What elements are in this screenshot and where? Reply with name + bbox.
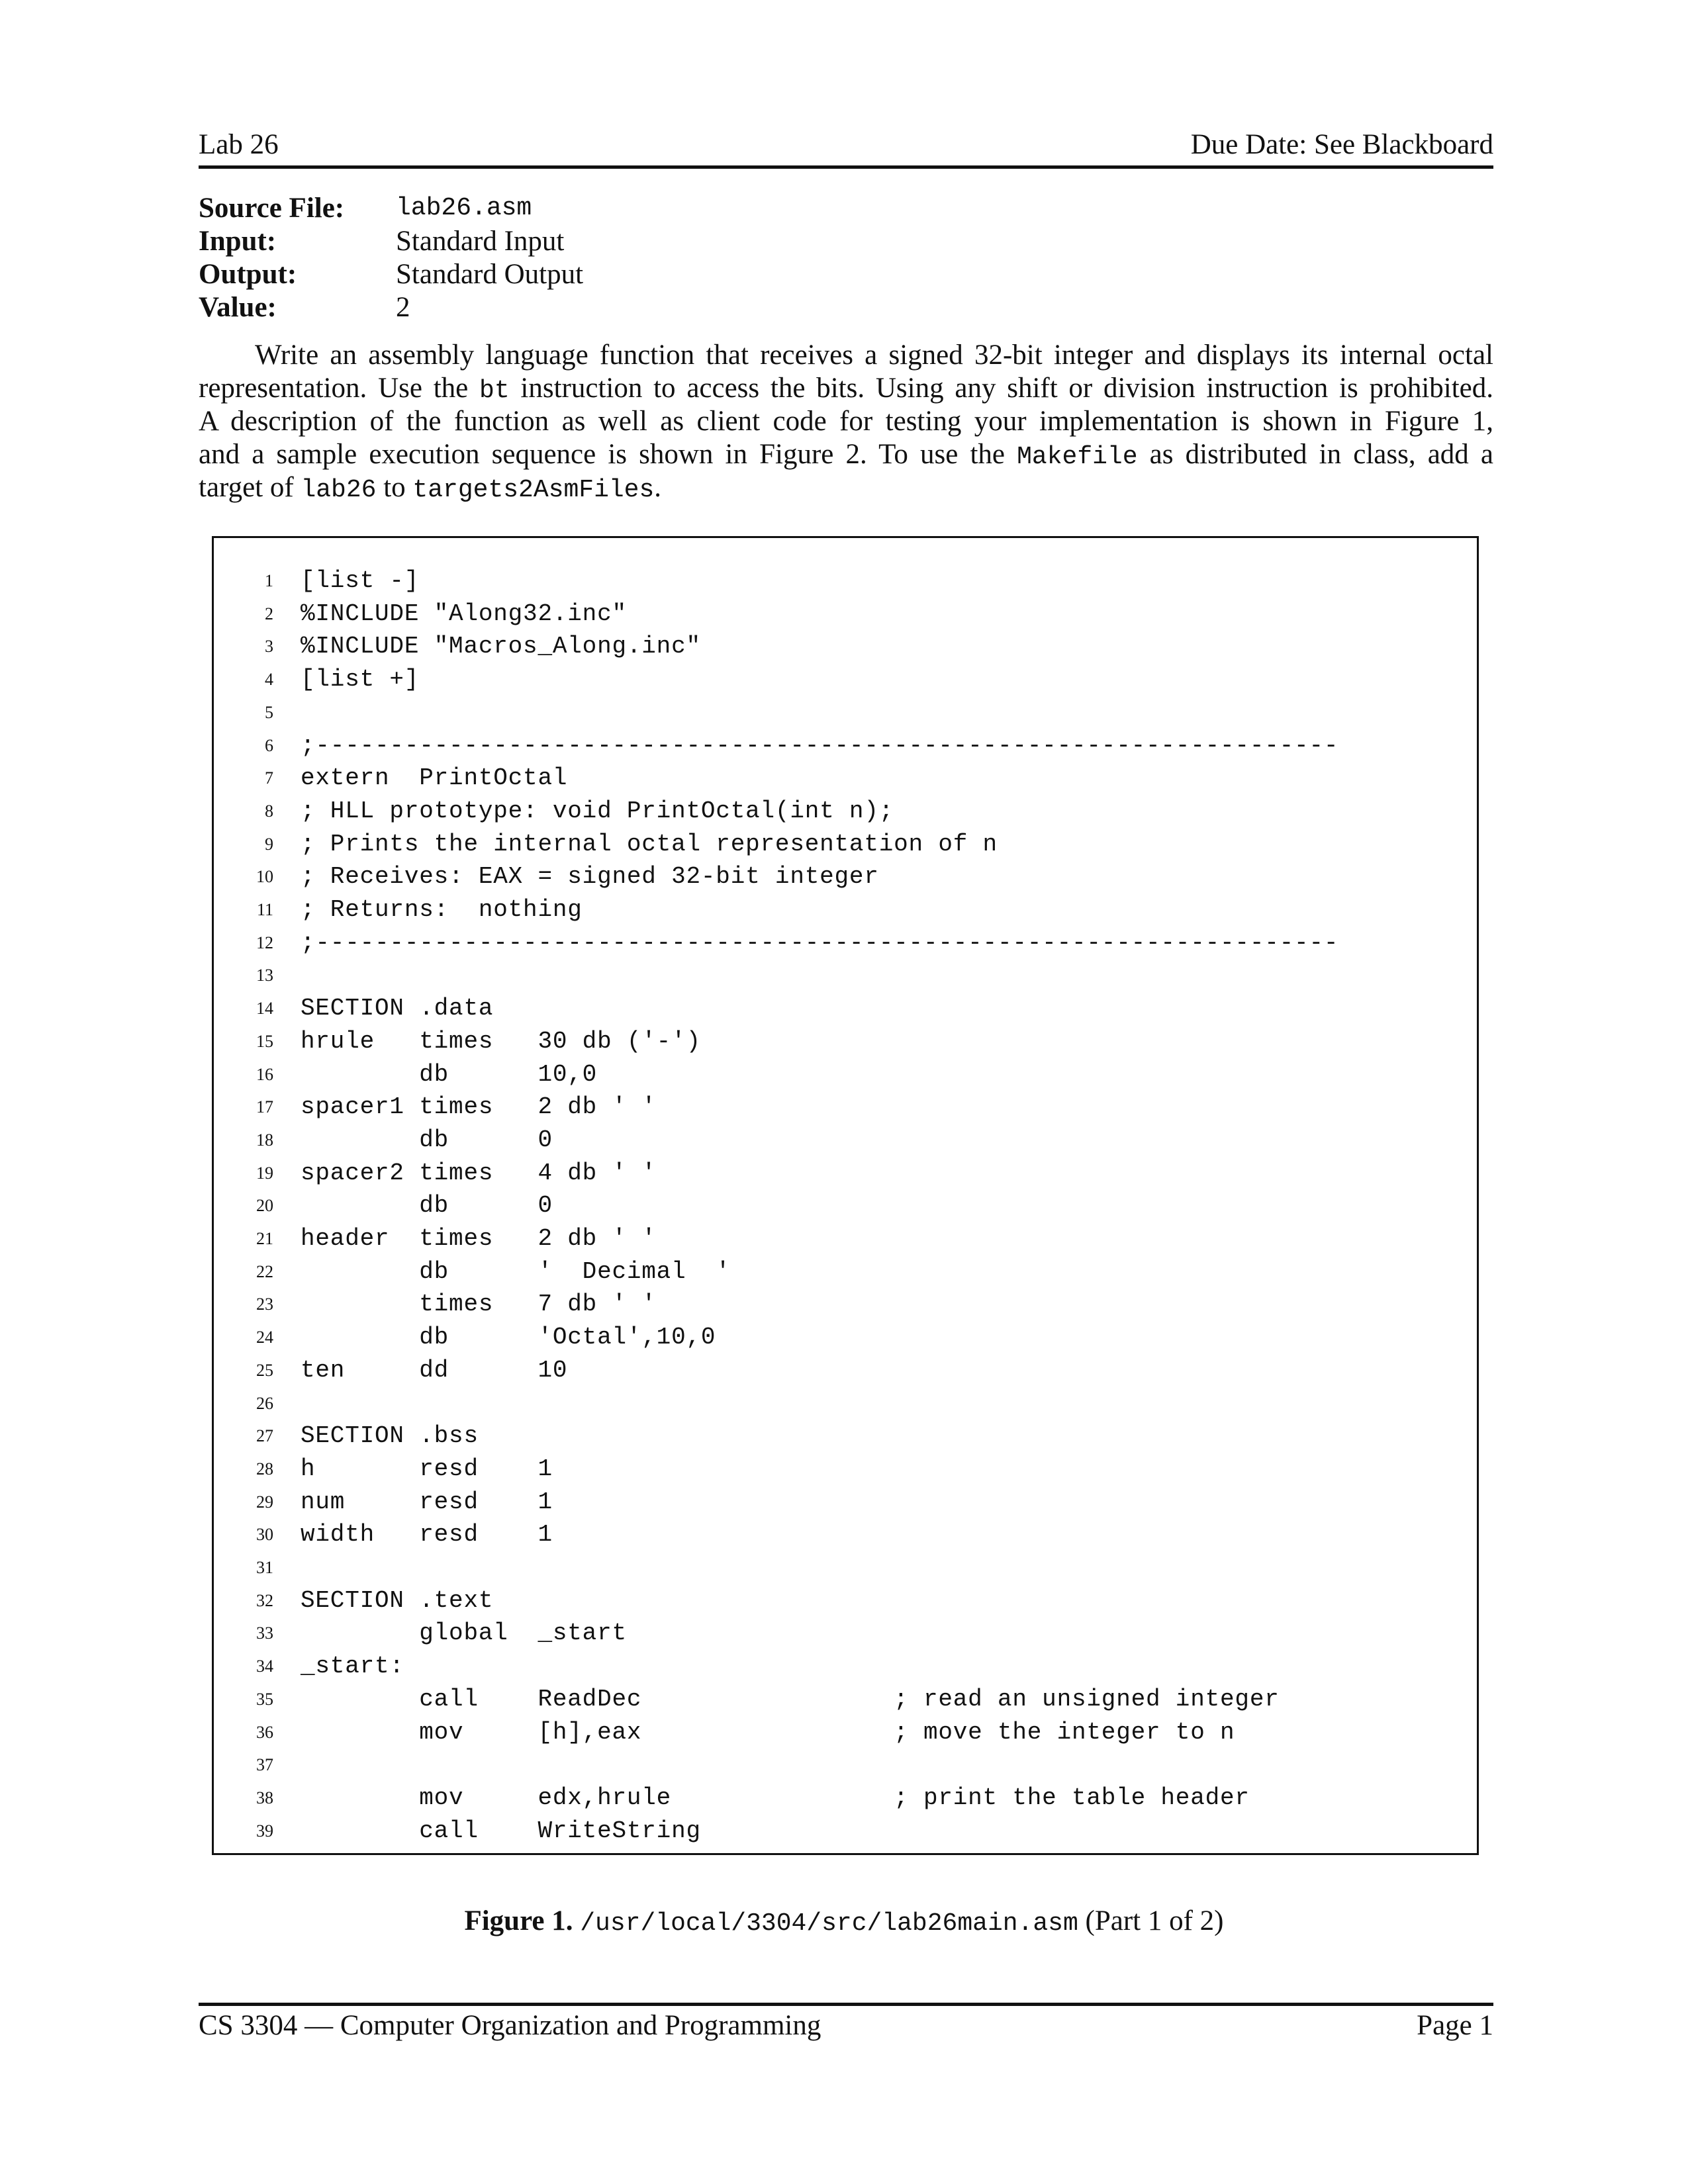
code-line xyxy=(214,1453,1472,1486)
paragraph-line xyxy=(199,372,1493,405)
code-line xyxy=(214,828,1472,861)
code-text: ; Prints the internal octal representation of n xyxy=(301,830,998,858)
code-line xyxy=(214,959,1472,992)
inline-code: bt xyxy=(479,377,510,405)
paragraph-text: A description of the function as well as client code for testing your implementation is shown in Figure 1, xyxy=(199,406,1493,437)
code-line xyxy=(214,1551,1472,1584)
line-number: 26 xyxy=(256,1393,273,1413)
code-text: db 'Octal',10,0 xyxy=(301,1324,716,1351)
code-text: db 0 xyxy=(301,1192,553,1220)
line-number: 8 xyxy=(265,801,273,821)
code-text: SECTION .bss xyxy=(301,1422,479,1450)
paragraph-text: as distributed in class, add a xyxy=(1137,439,1494,470)
line-number: 29 xyxy=(256,1492,273,1512)
line-number: 20 xyxy=(256,1196,273,1216)
metadata-label: Source File: xyxy=(199,193,345,224)
figure-caption xyxy=(0,1905,1688,1940)
code-text: extern PrintOctal xyxy=(301,764,568,792)
line-number: 2 xyxy=(265,604,273,623)
code-line xyxy=(214,1815,1472,1848)
code-line xyxy=(214,1749,1472,1782)
code-line xyxy=(214,1617,1472,1650)
code-text: db 10,0 xyxy=(301,1060,598,1088)
code-line xyxy=(214,1025,1472,1058)
line-number: 19 xyxy=(256,1163,273,1183)
footer-page-number: Page 1 xyxy=(1417,2010,1493,2041)
code-line xyxy=(214,1387,1472,1420)
code-text: ; Receives: EAX = signed 32-bit integer xyxy=(301,863,879,891)
code-text: SECTION .data xyxy=(301,995,494,1023)
inline-code: targets2AsmFiles xyxy=(412,476,655,504)
code-line xyxy=(214,992,1472,1025)
paragraph-text: target of xyxy=(199,472,301,503)
code-line xyxy=(214,762,1472,795)
line-number: 14 xyxy=(256,999,273,1019)
line-number: 7 xyxy=(265,768,273,788)
page-header xyxy=(199,124,1493,169)
code-line xyxy=(214,1124,1472,1157)
code-line xyxy=(214,630,1472,663)
code-text: [list -] xyxy=(301,567,420,594)
metadata-row xyxy=(199,225,583,258)
line-number: 3 xyxy=(265,637,273,657)
line-number: 38 xyxy=(256,1788,273,1807)
code-line xyxy=(214,927,1472,960)
code-text: h resd 1 xyxy=(301,1455,553,1482)
page-footer xyxy=(199,2003,1493,2046)
code-line xyxy=(214,598,1472,631)
line-number: 21 xyxy=(256,1229,273,1248)
code-line xyxy=(214,1650,1472,1683)
line-number: 36 xyxy=(256,1722,273,1742)
inline-code: lab26 xyxy=(301,476,377,504)
line-number: 5 xyxy=(265,702,273,722)
code-text: _start: xyxy=(301,1653,404,1680)
line-number: 33 xyxy=(256,1623,273,1643)
code-text: db ' Decimal ' xyxy=(301,1257,731,1285)
code-text: db 0 xyxy=(301,1126,553,1154)
line-number: 35 xyxy=(256,1689,273,1709)
code-text: global _start xyxy=(301,1619,627,1647)
paragraph-line xyxy=(199,405,1493,438)
paragraph-text: . xyxy=(654,472,662,503)
code-line xyxy=(214,1683,1472,1716)
line-number: 11 xyxy=(256,900,273,919)
metadata-value: 2 xyxy=(396,292,410,323)
metadata-value: Standard Input xyxy=(396,226,565,257)
footer-course: CS 3304 — Computer Organization and Programming xyxy=(199,2010,821,2041)
code-text: mov [h],eax ; move the integer to n xyxy=(301,1718,1235,1746)
paragraph-line xyxy=(199,438,1493,471)
inline-code: Makefile xyxy=(1017,443,1138,471)
metadata-value: lab26.asm xyxy=(396,194,532,222)
line-number: 39 xyxy=(256,1821,273,1841)
header-lab-title: Lab 26 xyxy=(199,129,279,160)
code-text: SECTION .text xyxy=(301,1586,494,1614)
metadata-row xyxy=(199,258,583,291)
paragraph-text: instruction to access the bits. Using any shift or division instruction is prohibited. xyxy=(509,373,1493,404)
assignment-metadata xyxy=(199,192,583,324)
code-text: mov edx,hrule ; print the table header xyxy=(301,1784,1250,1811)
code-text: ; HLL prototype: void PrintOctal(int n); xyxy=(301,797,894,825)
code-line xyxy=(214,1157,1472,1190)
code-text: times 7 db ' ' xyxy=(301,1291,657,1318)
code-text: ;--------------------------------------------------------------------- xyxy=(301,929,1339,956)
paragraph-line xyxy=(199,471,1493,504)
code-text: hrule times 30 db ('-') xyxy=(301,1027,701,1055)
line-number: 17 xyxy=(256,1097,273,1117)
figure-path: /usr/local/3304/src/lab26main.asm xyxy=(580,1909,1078,1938)
line-number: 18 xyxy=(256,1130,273,1150)
code-line xyxy=(214,1354,1472,1387)
line-number: 25 xyxy=(256,1360,273,1380)
code-line xyxy=(214,565,1472,598)
code-line xyxy=(214,1058,1472,1091)
figure-label: Figure 1. xyxy=(464,1905,573,1936)
code-line xyxy=(214,1782,1472,1815)
code-text: ten dd 10 xyxy=(301,1356,568,1384)
code-text: spacer1 times 2 db ' ' xyxy=(301,1093,657,1121)
line-number: 13 xyxy=(256,966,273,985)
code-line xyxy=(214,795,1472,828)
line-number: 4 xyxy=(265,670,273,690)
code-line xyxy=(214,1584,1472,1617)
code-text: spacer2 times 4 db ' ' xyxy=(301,1159,657,1187)
line-number: 27 xyxy=(256,1426,273,1446)
line-number: 12 xyxy=(256,933,273,952)
code-line xyxy=(214,1255,1472,1289)
code-line xyxy=(214,1518,1472,1551)
metadata-row xyxy=(199,291,583,324)
code-line xyxy=(214,860,1472,893)
instructions-paragraph xyxy=(199,339,1493,504)
code-text: [list +] xyxy=(301,666,420,694)
code-text: num resd 1 xyxy=(301,1488,553,1516)
line-number: 37 xyxy=(256,1755,273,1775)
code-line xyxy=(214,1091,1472,1124)
metadata-row xyxy=(199,192,583,225)
code-line xyxy=(214,1189,1472,1222)
line-number: 32 xyxy=(256,1590,273,1610)
line-number: 24 xyxy=(256,1328,273,1347)
code-text: call ReadDec ; read an unsigned integer xyxy=(301,1685,1280,1713)
code-line xyxy=(214,663,1472,696)
code-line xyxy=(214,729,1472,762)
code-listing xyxy=(212,536,1479,1855)
line-number: 23 xyxy=(256,1295,273,1314)
line-number: 34 xyxy=(256,1657,273,1676)
code-line xyxy=(214,1420,1472,1453)
code-line xyxy=(214,1222,1472,1255)
paragraph-text: and a sample execution sequence is shown in Figure 2. To use the xyxy=(199,439,1017,470)
paragraph-text: representation. Use the xyxy=(199,373,480,404)
code-text: width resd 1 xyxy=(301,1521,553,1549)
code-line xyxy=(214,1288,1472,1321)
header-due-date: Due Date: See Blackboard xyxy=(1190,129,1493,160)
code-line xyxy=(214,1321,1472,1354)
paragraph-line xyxy=(199,339,1493,372)
line-number: 30 xyxy=(256,1525,273,1545)
line-number: 1 xyxy=(265,571,273,590)
line-number: 9 xyxy=(265,834,273,854)
code-text: ; Returns: nothing xyxy=(301,896,583,923)
code-line xyxy=(214,1486,1472,1519)
code-text: call WriteString xyxy=(301,1817,701,1844)
paragraph-text: to xyxy=(376,472,413,503)
code-text: header times 2 db ' ' xyxy=(301,1225,657,1252)
code-text: ;--------------------------------------------------------------------- xyxy=(301,731,1339,759)
metadata-value: Standard Output xyxy=(396,259,584,290)
line-number: 22 xyxy=(256,1261,273,1281)
line-number: 31 xyxy=(256,1558,273,1577)
code-line xyxy=(214,893,1472,927)
code-text: %INCLUDE "Macros_Along.inc" xyxy=(301,633,701,660)
paragraph-text: Write an assembly language function that receives a signed 32-bit integer and displays its internal octal xyxy=(255,340,1493,371)
line-number: 6 xyxy=(265,735,273,755)
code-line xyxy=(214,696,1472,729)
line-number: 28 xyxy=(256,1459,273,1479)
metadata-label: Value: xyxy=(199,292,277,323)
metadata-label: Input: xyxy=(199,226,277,257)
code-line xyxy=(214,1716,1472,1749)
metadata-label: Output: xyxy=(199,259,297,290)
code-text: %INCLUDE "Along32.inc" xyxy=(301,600,627,627)
line-number: 15 xyxy=(256,1031,273,1051)
line-number: 16 xyxy=(256,1064,273,1084)
line-number: 10 xyxy=(256,867,273,887)
figure-part: (Part 1 of 2) xyxy=(1085,1905,1224,1936)
